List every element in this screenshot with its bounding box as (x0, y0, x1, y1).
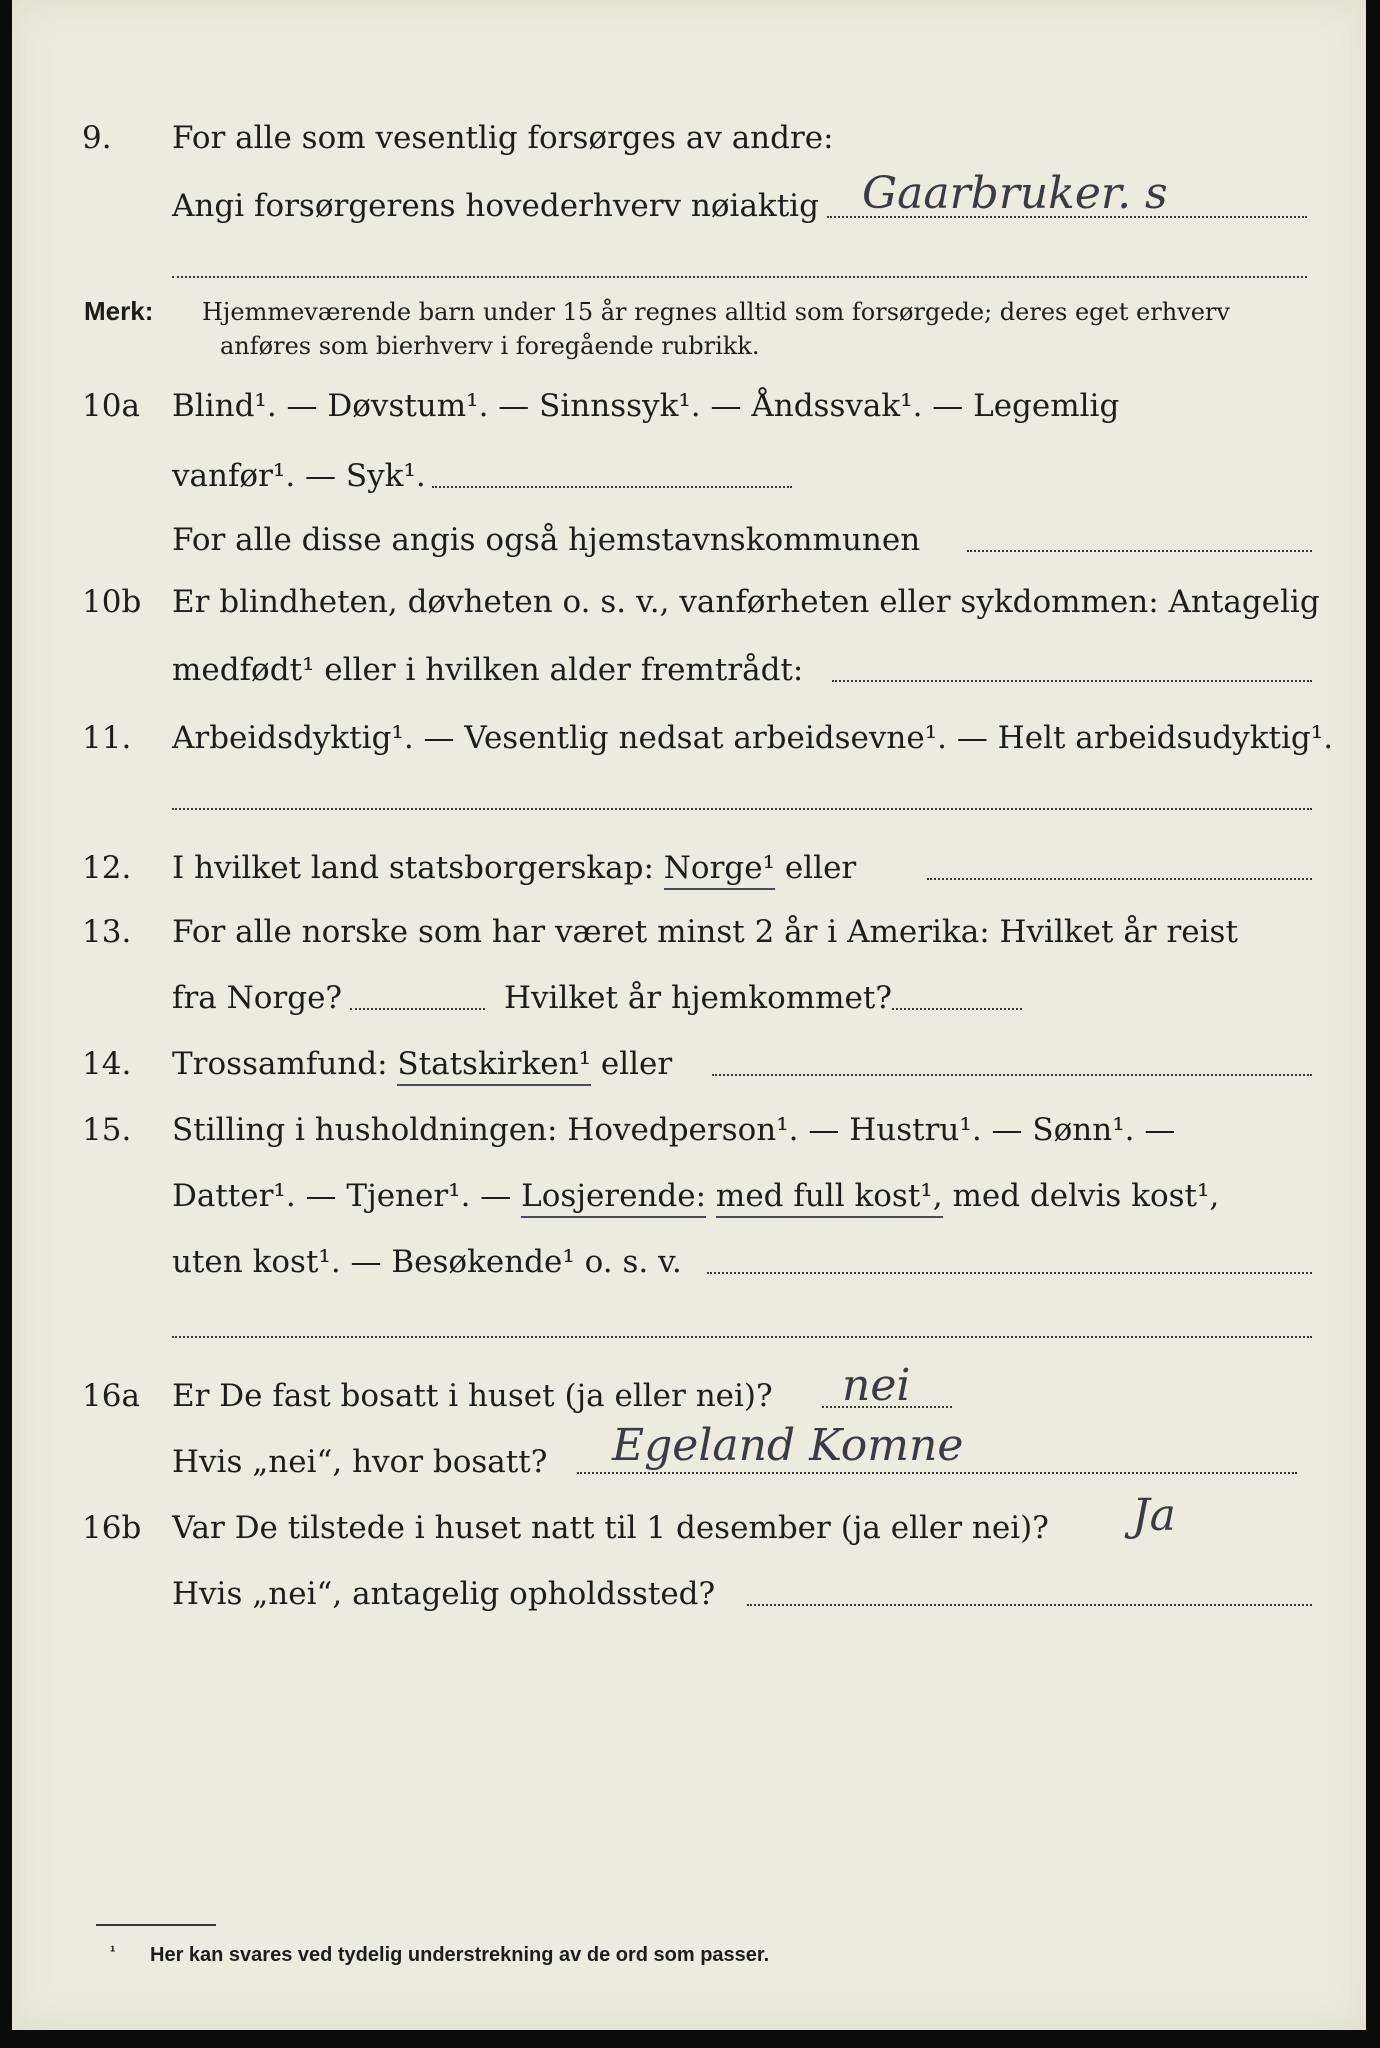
q13-year-left-line (350, 1008, 485, 1010)
q16b-line1: Var De tilstede i huset natt til 1 desember (ja eller nei)? (172, 1510, 1049, 1546)
q12-choice-norge: Norge¹ (664, 850, 775, 890)
q12-line (172, 850, 856, 886)
q10a-line2: vanfør¹. — Syk¹. (172, 458, 426, 494)
q9-number: 9. (82, 120, 112, 156)
form-page (12, 0, 1366, 2030)
q12-post: eller (784, 850, 857, 886)
merk-line1: Hjemmeværende barn under 15 år regnes alltid som forsørgede; deres eget erhverv (202, 298, 1230, 326)
q14-number: 14. (82, 1046, 132, 1082)
q16a-answer2-line (577, 1472, 1297, 1474)
q12-number: 12. (82, 850, 132, 886)
q16a-handwritten-answer2: Egeland Komne (612, 1420, 964, 1471)
q15-line1: Stilling i husholdningen: Hovedperson¹. — Hustru¹. — Sønn¹. — (172, 1112, 1176, 1148)
q10a-line3: For alle disse angis også hjemstavnskommunen (172, 522, 921, 558)
q10a-line1: Blind¹. — Døvstum¹. — Sinnssyk¹. — Åndssvak¹. — Legemlig (172, 388, 1120, 424)
footnote-separator (96, 1924, 216, 1926)
q9-line2: Angi forsørgerens hovederhverv nøiaktig (172, 188, 819, 224)
q16a-handwritten-answer1: nei (842, 1360, 911, 1411)
q14-prompt: Trossamfund: (172, 1046, 388, 1082)
q16b-answer2-line (747, 1604, 1312, 1606)
q14-post: eller (600, 1046, 673, 1082)
q10b-number: 10b (82, 584, 142, 620)
q9-handwritten-answer: Gaarbruker. s (862, 168, 1168, 219)
q16b-handwritten-answer1: Ja (1132, 1490, 1176, 1541)
q13-line1: For alle norske som har været minst 2 år i Amerika: Hvilket år reist (172, 914, 1238, 950)
q16b-line2: Hvis „nei“, antagelig opholdssted? (172, 1576, 716, 1612)
q15-choice-losjerende: Losjerende: (521, 1178, 706, 1218)
q15-line2a: Datter¹. — Tjener¹. — (172, 1178, 512, 1214)
q13-number: 13. (82, 914, 132, 950)
q15-extra-line (172, 1336, 1312, 1338)
q12-answer-line (927, 878, 1312, 880)
merk-line2: anføres som bierhverv i foregående rubrikk. (220, 332, 760, 360)
q16a-line2: Hvis „nei“, hvor bosatt? (172, 1444, 548, 1480)
q13-year-returned-line (892, 1008, 1022, 1010)
q9-line1: For alle som vesentlig forsørges av andre: (172, 120, 834, 156)
q15-answer-line (707, 1272, 1312, 1274)
q14-choice-statskirken: Statskirken¹ (397, 1046, 591, 1086)
q10a-number: 10a (82, 388, 140, 424)
q15-line2d: med delvis kost¹, (952, 1178, 1220, 1214)
q10a-line2-answer-line (432, 486, 792, 488)
q10b-line1: Er blindheten, døvheten o. s. v., vanførheten eller sykdommen: Antagelig (172, 584, 1320, 620)
q11-line1: Arbeidsdyktig¹. — Vesentlig nedsat arbeidsevne¹. — Helt arbeidsudyktig¹. (172, 720, 1334, 756)
footnote-mark: ¹ (110, 1944, 116, 1961)
q12-prompt: I hvilket land statsborgerskap: (172, 850, 654, 886)
q11-number: 11. (82, 720, 132, 756)
footnote-text: Her kan svares ved tydelig understrekning av de ord som passer. (150, 1944, 770, 1966)
q14-answer-line (712, 1074, 1312, 1076)
q10b-line2: medfødt¹ eller i hvilken alder fremtrådt: (172, 652, 804, 688)
q13-line2b: Hvilket år hjemkommet? (504, 980, 892, 1016)
q15-line3: uten kost¹. — Besøkende¹ o. s. v. (172, 1244, 682, 1280)
q16a-line1: Er De fast bosatt i huset (ja eller nei)? (172, 1378, 773, 1414)
q15-choice-full-kost: med full kost¹, (716, 1178, 943, 1218)
q9-extra-line (172, 276, 1307, 278)
q13-line2a: fra Norge? (172, 980, 343, 1016)
q15-number: 15. (82, 1112, 132, 1148)
q14-line (172, 1046, 672, 1082)
q15-line2 (172, 1178, 1219, 1214)
q11-answer-line (172, 808, 1312, 810)
q10b-answer-line (832, 680, 1312, 682)
q10a-line3-answer-line (967, 550, 1312, 552)
q16b-number: 16b (82, 1510, 142, 1546)
q16a-number: 16a (82, 1378, 140, 1414)
merk-label: Merk: (84, 296, 154, 326)
